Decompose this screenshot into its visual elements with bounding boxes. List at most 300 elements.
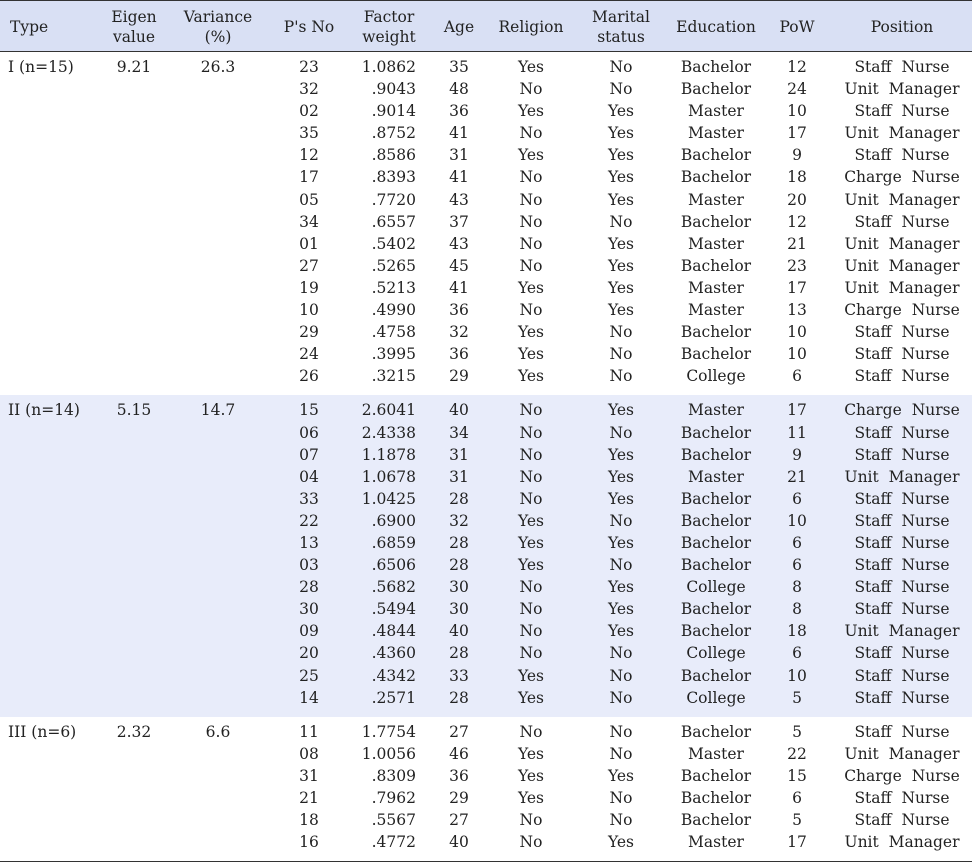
position-cell: Charge Nurse [844,766,960,785]
participant-no-cell: 03 [268,554,350,576]
religion-cell: No [519,234,543,253]
factor-weight-cell: .8393 [371,168,416,187]
participant-no-cell: 35 [299,124,319,143]
type-cell [0,299,100,321]
pow-cell: 22 [787,744,807,763]
age-cell: 28 [428,687,490,717]
pow-cell: 6 [792,367,802,386]
participant-no-cell: 10 [299,301,319,320]
participant-no-cell: 27 [299,256,319,275]
variance-cell [168,598,268,620]
pow-cell: 12 [787,58,807,76]
eigen-value-cell [100,343,168,365]
type-cell [0,598,100,620]
factor-weight-cell: .4844 [350,620,428,642]
type-cell [0,122,100,144]
position-cell: Staff Nurse [854,323,950,342]
eigen-value-cell: 5.15 [100,395,168,421]
position-cell: Unit Manager [844,256,960,275]
position-cell: Staff Nurse [832,510,972,532]
type-cell [0,277,100,299]
marital-status-cell: Yes [607,766,634,785]
marital-status-cell: Yes [607,190,634,209]
eigen-value-cell [100,554,168,576]
education-cell: Bachelor [670,488,762,510]
table-row [0,255,972,277]
pow-cell: 10 [787,102,807,121]
participant-no-cell: 23 [299,58,319,76]
education-cell: Master [670,831,762,862]
variance-cell [168,665,268,687]
pow-cell: 17 [762,831,832,862]
header-row [0,1,972,52]
age-cell: 31 [428,466,490,488]
table-row [0,576,972,598]
header-eigen-value [100,1,168,52]
table-row [0,211,972,233]
religion-cell: No [490,488,572,510]
table-row [0,787,972,809]
variance-cell [168,365,268,395]
variance-cell [168,532,268,554]
table-row [0,122,972,144]
marital-status-cell: Yes [607,168,634,187]
type-cell [0,510,100,532]
factor-weight-cell: .7720 [371,190,416,209]
eigen-value-cell [100,665,168,687]
table-row [0,395,972,421]
variance-cell [168,554,268,576]
religion-cell: No [519,124,543,143]
age-cell: 40 [428,620,490,642]
factor-weight-cell: .9043 [371,80,416,99]
position-cell: Unit Manager [844,744,960,763]
table-row [0,100,972,122]
table-row [0,233,972,255]
eigen-value-cell [100,144,168,166]
marital-status-cell: No [572,554,670,576]
education-cell: Bachelor [680,811,752,830]
marital-status-cell: No [609,367,633,386]
eigen-value-cell [100,100,168,122]
header-participant-no: P's No [268,1,350,52]
position-cell: Staff Nurse [854,212,950,231]
type-cell [0,321,100,343]
education-cell: Bachelor [670,620,762,642]
type-cell [0,554,100,576]
education-cell: College [686,367,746,386]
factor-weight-cell: .4360 [350,642,428,664]
marital-status-cell: No [609,58,633,76]
factor-weight-cell: 1.7754 [361,722,416,741]
type-cell [0,365,100,395]
type-cell [0,576,100,598]
type-group [0,52,972,396]
religion-cell: No [490,831,572,862]
marital-status-cell: No [609,744,633,763]
marital-status-cell: Yes [572,444,670,466]
factor-weight-cell: 1.0678 [350,466,428,488]
type-cell [0,166,100,188]
position-cell: Staff Nurse [832,687,972,717]
pow-cell: 6 [762,554,832,576]
participant-no-cell: 26 [299,367,319,386]
type-cell [0,787,100,809]
participant-no-cell: 06 [268,422,350,444]
factor-weight-cell: .5402 [371,234,416,253]
marital-status-cell: Yes [607,278,634,297]
pow-cell: 8 [762,598,832,620]
pow-cell: 18 [762,620,832,642]
religion-cell: Yes [517,744,544,763]
age-cell: 40 [428,395,490,421]
pow-cell: 20 [787,190,807,209]
eigen-value-cell [100,211,168,233]
table-row [0,444,972,466]
marital-status-cell: No [572,510,670,532]
education-cell: Master [688,301,744,320]
variance-cell [168,687,268,717]
participant-no-cell: 22 [268,510,350,532]
pow-cell: 17 [787,278,807,297]
religion-cell: No [519,190,543,209]
eigen-value-cell [100,122,168,144]
position-cell: Staff Nurse [854,345,950,364]
position-cell: Staff Nurse [832,488,972,510]
pow-cell: 23 [787,256,807,275]
religion-cell: No [490,642,572,664]
factor-weight-cell: 1.0056 [361,744,416,763]
variance-cell [168,122,268,144]
header-education: Education [670,1,762,52]
pow-cell: 18 [787,168,807,187]
participant-no-cell: 15 [268,395,350,421]
position-cell: Staff Nurse [854,58,950,76]
education-cell: College [670,642,762,664]
variance-cell [168,765,268,787]
education-cell: Bachelor [670,422,762,444]
position-cell: Staff Nurse [854,789,950,807]
age-cell: 36 [449,766,469,785]
position-cell: Staff Nurse [854,367,950,386]
religion-cell: No [519,168,543,187]
participant-no-cell: 08 [299,744,319,763]
religion-cell: No [519,212,543,231]
pow-cell: 17 [762,395,832,421]
factor-weight-cell: .4758 [371,323,416,342]
age-cell: 34 [428,422,490,444]
age-cell: 29 [449,367,469,386]
position-cell: Staff Nurse [832,554,972,576]
age-cell: 28 [428,642,490,664]
pow-cell: 6 [762,488,832,510]
marital-status-cell: Yes [572,488,670,510]
variance-cell [168,787,268,809]
pow-cell: 6 [762,532,832,554]
age-cell: 30 [428,576,490,598]
religion-cell: No [519,301,543,320]
table-row [0,642,972,664]
marital-status-cell: No [572,642,670,664]
type-cell [0,144,100,166]
age-cell: 45 [449,256,469,275]
header-age: Age [428,1,490,52]
marital-status-cell: Yes [572,598,670,620]
type-cell: II (n=14) [0,395,100,421]
participant-no-cell: 14 [268,687,350,717]
eigen-value-cell [100,444,168,466]
type-cell [0,532,100,554]
factor-weight-cell: .8752 [371,124,416,143]
age-cell: 31 [428,444,490,466]
pow-cell: 11 [762,422,832,444]
header-eigen-line1: Eigen [111,8,157,26]
variance-cell [168,642,268,664]
participant-no-cell: 09 [268,620,350,642]
marital-status-cell: No [609,722,633,741]
factor-weight-cell: .8586 [371,146,416,165]
table-row [0,466,972,488]
table-row [0,422,972,444]
variance-cell [168,277,268,299]
factor-weight-cell: 1.0425 [350,488,428,510]
table-row [0,52,972,79]
variance-cell [168,831,268,862]
factor-weight-cell: .5494 [350,598,428,620]
participant-no-cell: 24 [299,345,319,364]
position-cell: Staff Nurse [832,532,972,554]
header-marital-line2: status [597,28,645,46]
pow-cell: 21 [787,234,807,253]
position-cell: Staff Nurse [854,722,950,741]
factor-weight-cell: .4772 [350,831,428,862]
participant-no-cell: 30 [268,598,350,620]
religion-cell: Yes [517,367,544,386]
table-row [0,665,972,687]
religion-cell: Yes [490,554,572,576]
type-cell [0,488,100,510]
participant-no-cell: 21 [299,789,319,807]
table-row [0,598,972,620]
participant-no-cell: 05 [299,190,319,209]
eigen-value-cell [100,466,168,488]
education-cell: Master [688,124,744,143]
position-cell: Unit Manager [844,278,960,297]
header-factor-weight [350,1,428,52]
factor-weight-cell: .4342 [350,665,428,687]
participant-no-cell: 34 [299,212,319,231]
factor-weight-cell: .8309 [371,766,416,785]
table-row [0,299,972,321]
participant-no-cell: 28 [268,576,350,598]
religion-cell: Yes [517,323,544,342]
variance-cell [168,100,268,122]
pow-cell: 10 [787,323,807,342]
eigen-value-cell [100,189,168,211]
position-cell: Unit Manager [844,124,960,143]
eigen-value-cell [100,743,168,765]
variance-cell: 26.3 [200,58,236,76]
variance-cell [168,343,268,365]
religion-cell: Yes [517,278,544,297]
age-cell: 46 [449,744,469,763]
religion-cell: Yes [517,345,544,364]
eigen-value-cell [100,78,168,100]
eigen-value-cell [100,299,168,321]
age-cell: 28 [428,488,490,510]
position-cell: Unit Manager [832,620,972,642]
pow-cell: 9 [762,444,832,466]
position-cell: Unit Manager [832,466,972,488]
table-row [0,343,972,365]
type-cell [0,444,100,466]
pow-cell: 17 [787,124,807,143]
marital-status-cell: No [609,212,633,231]
variance-cell [168,166,268,188]
pow-cell: 6 [762,642,832,664]
type-cell [0,809,100,831]
header-religion: Religion [490,1,572,52]
variance-cell [168,422,268,444]
education-cell: Bachelor [680,722,752,741]
variance-cell [168,743,268,765]
variance-cell: 14.7 [168,395,268,421]
education-cell: Bachelor [670,665,762,687]
participant-no-cell: 12 [299,146,319,165]
participant-no-cell: 02 [299,102,319,121]
participant-no-cell: 01 [299,234,319,253]
position-cell: Staff Nurse [832,642,972,664]
table-row [0,510,972,532]
table-row [0,532,972,554]
eigen-value-cell: 2.32 [116,722,152,741]
religion-cell: Yes [517,146,544,165]
eigen-value-cell [100,365,168,395]
education-cell: Bachelor [670,554,762,576]
age-cell: 41 [449,168,469,187]
table-header [0,1,972,52]
pow-cell: 10 [762,510,832,532]
variance-cell [168,576,268,598]
age-cell: 36 [449,345,469,364]
marital-status-cell: Yes [607,256,634,275]
education-cell: Bachelor [680,323,752,342]
table-row [0,717,972,743]
header-variance [168,1,268,52]
factor-weight-cell: .6506 [350,554,428,576]
variance-cell [168,78,268,100]
age-cell: 31 [449,146,469,165]
factor-weight-cell: .4990 [371,301,416,320]
position-cell: Unit Manager [832,831,972,862]
eigen-value-cell [100,642,168,664]
education-cell: Bachelor [670,510,762,532]
marital-status-cell: Yes [572,532,670,554]
table-row [0,277,972,299]
eigen-value-cell [100,598,168,620]
type-cell [0,831,100,862]
type-cell [0,233,100,255]
religion-cell: Yes [490,532,572,554]
pow-cell: 15 [787,766,807,785]
position-cell: Staff Nurse [832,444,972,466]
age-cell: 41 [449,124,469,143]
variance-cell [168,321,268,343]
variance-cell [168,144,268,166]
pow-cell: 24 [787,80,807,99]
participant-no-cell: 18 [299,811,319,830]
marital-status-cell: No [609,811,633,830]
header-marital-status [572,1,670,52]
type-cell [0,687,100,717]
religion-cell: Yes [490,665,572,687]
variance-cell [168,510,268,532]
position-cell: Charge Nurse [832,395,972,421]
education-cell: Bachelor [680,212,752,231]
marital-status-cell: Yes [607,234,634,253]
age-cell: 36 [449,102,469,121]
education-cell: Master [688,190,744,209]
type-cell [0,422,100,444]
type-cell: I (n=15) [8,58,74,76]
header-fw-line1: Factor [363,8,415,26]
religion-cell: No [519,256,543,275]
education-cell: Bachelor [680,345,752,364]
marital-status-cell: No [609,345,633,364]
factor-weight-cell: .5682 [350,576,428,598]
type-cell [0,255,100,277]
position-cell: Staff Nurse [854,102,950,121]
table-row [0,554,972,576]
age-cell: 28 [428,532,490,554]
age-cell: 35 [449,58,469,76]
factor-weight-cell: .2571 [350,687,428,717]
table-row [0,321,972,343]
type-cell [0,78,100,100]
age-cell: 30 [428,598,490,620]
position-cell: Charge Nurse [844,301,960,320]
type-cell [0,765,100,787]
education-cell: Master [688,744,744,763]
table-row [0,365,972,395]
education-cell: Master [688,234,744,253]
type-cell [0,100,100,122]
pow-cell: 12 [787,212,807,231]
pow-cell: 13 [787,301,807,320]
religion-cell: No [490,422,572,444]
pow-cell: 5 [792,811,802,830]
participant-no-cell: 32 [299,80,319,99]
header-pow: PoW [762,1,832,52]
education-cell: College [670,687,762,717]
position-cell: Staff Nurse [832,598,972,620]
factor-weight-cell: .5213 [371,278,416,297]
education-cell: Bachelor [680,789,752,807]
participant-no-cell: 07 [268,444,350,466]
header-type: Type [0,1,100,52]
table-row [0,809,972,831]
table-row [0,765,972,787]
header-position: Position [832,1,972,52]
marital-status-cell: Yes [572,395,670,421]
education-cell: Master [670,395,762,421]
table-row [0,743,972,765]
table-row [0,831,972,862]
variance-cell: 6.6 [205,722,231,741]
education-cell: Bachelor [680,168,752,187]
type-cell [0,466,100,488]
religion-cell: Yes [517,58,544,76]
